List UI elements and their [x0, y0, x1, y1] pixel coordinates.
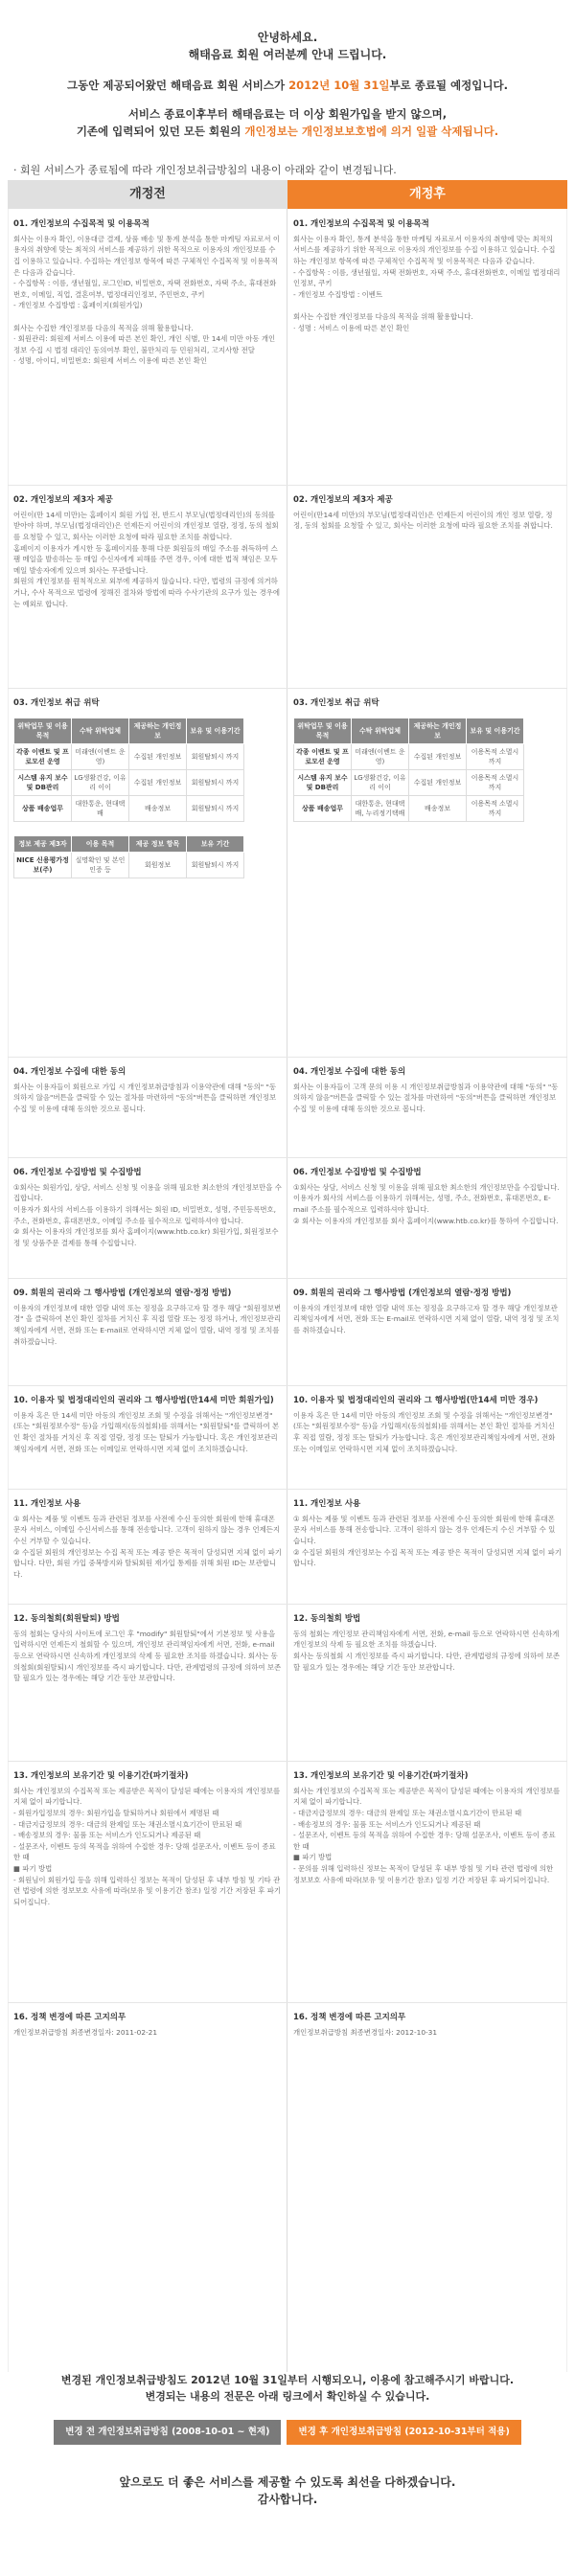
left-trust-cell: 수집된 개인정보	[129, 743, 187, 769]
right-section	[288, 1613, 567, 1673]
section-divider	[8, 688, 567, 689]
right-section-title: 13. 개인정보의 보유기간 및 이용기간(파기절차)	[293, 1771, 469, 1781]
left-trust-cell: 시스템 유지 보수 및 DB관리	[14, 769, 72, 795]
left-section-text: - 수집항목 : 이름, 생년월일, 로그인ID, 비밀번호, 자택 전화번호, 자택 주소, 휴대전화번호, 이메일, 직업, 결혼여부, 법정대리인정보, 주민번호, 쿠키	[13, 279, 277, 299]
left-section-text: 회사는 수집한 개인정보를 다음의 목적을 위해 활용합니다.	[13, 323, 194, 332]
left-trust-header-cell: 위탁업무 및 이용목적	[14, 718, 72, 743]
right-trust-cell: 대한통운, 현대택배, 누리정기택배	[352, 795, 409, 821]
left-section-text: - 설문조사, 이벤트 등의 목적을 위하여 수집한 경우: 당해 설문조사, 이벤트 등이 종료한 때	[13, 1841, 276, 1862]
prev-policy-button[interactable]: 변경 전 개인정보취급방침 (2008-10-01 ~ 현재)	[54, 2420, 281, 2445]
right-section-text: - 설문조사, 이벤트 등의 목적을 위하여 수집한 경우: 당해 설문조사, 이벤트 등이 종료한 때	[293, 1831, 556, 1851]
left-trust-cell: 회원탈퇴시 까지	[187, 743, 244, 769]
right-trust-row	[294, 795, 524, 821]
right-section	[288, 1770, 567, 1885]
left-section-text: 이용자 혹은 만 14세 미만 아동의 개인정보 조회 및 수정을 위해서는 "개인정보변경"(또는 "회원정보수정" 등)을 가입해지(동의철회)를 위해서는 "회원탈퇴"를 클릭하여 본인 확인 절차를 거치신 후 직접 열람, 정정 또는 탈퇴가 가능합니다. 혹은 개인정보관리책임자에게 서면, 전화 또는 이메일로 연락하시면 지체 없이 조치하겠습니다.	[13, 1410, 280, 1453]
section-divider	[8, 1057, 567, 1058]
left-section-text: 회사는 개인정보의 수집목적 또는 제공받은 목적이 달성된 때에는 이용자의 개인정보를 지체 없이 파기합니다.	[13, 1786, 281, 1807]
left-section-title: 02. 개인정보의 제3자 제공	[13, 495, 113, 505]
left-trust-row	[14, 743, 244, 769]
left-section-title: 12. 동의철회(회원탈퇴) 방법	[13, 1614, 120, 1624]
section-divider	[8, 1489, 567, 1490]
left-section-title: 03. 개인정보 취급 위탁	[13, 698, 100, 708]
left-trust-header-row	[14, 718, 244, 743]
left-trust-header-cell: 제공하는 개인정보	[129, 718, 187, 743]
left-section	[8, 2012, 288, 2038]
right-trust-row	[294, 769, 524, 795]
right-section-title: 02. 개인정보의 제3자 제공	[293, 495, 393, 505]
right-section	[288, 218, 567, 333]
right-trust-cell: 이용목적 소멸시까지	[467, 769, 524, 795]
right-section-text: - 대금지급정보의 경우: 대금의 완제일 또는 채권소멸시효기간이 만료된 때	[293, 1808, 522, 1817]
comparison-rows	[8, 209, 567, 2372]
right-section-title: 12. 동의철회 방법	[293, 1614, 361, 1624]
service-end-notice	[0, 77, 575, 94]
section-divider	[8, 485, 567, 486]
lead-text: · 회원 서비스가 종료됨에 따라 개인정보취급방침의 내용이 아래와 같이 변경됩니다.	[13, 164, 397, 176]
right-section-title: 06. 개인정보 수집방법 및 수집방법	[293, 1168, 422, 1177]
closing-line-1: 앞으로도 더 좋은 서비스를 제공할 수 있도록 최선을 다하겠습니다.	[119, 2475, 456, 2489]
notice-header	[0, 0, 575, 140]
left-section-text: - 개인정보 수집방법 : 홈페이지(회원가입)	[13, 301, 143, 310]
left-third-party-header-cell: 이용 목적	[72, 835, 129, 852]
left-section	[8, 1167, 288, 1248]
right-trust-cell: 각종 이벤트 및 프로모션 운영	[294, 743, 352, 769]
left-section-title: 01. 개인정보의 수집목적 및 이용목적	[13, 219, 150, 229]
left-third-party-cell: 회원정보	[129, 852, 187, 878]
right-section-text: 회사는 이용자 확인, 통계 분석을 통한 마케팅 자료로서 이용자의 취향에 맞는 최적의 서비스를 제공하기 위한 목적으로 이용자의 개인정보를 수집 이용하고 있습니다. 수집하는 개인정보 항목에 따른 구체적인 수집목적 및 이용목적은 다음과 같습니다.	[293, 234, 556, 265]
column-before: 개정전	[8, 180, 288, 209]
right-section-text: 개인정보취급방침 최종변경일자: 2012-10-31	[293, 2027, 438, 2037]
left-section-text: 개인정보취급방침 최종변경일자: 2011-02-21	[13, 2027, 158, 2037]
bottom-notice	[0, 2372, 575, 2508]
next-policy-button[interactable]: 변경 후 개인정보취급방침 (2012-10-31부터 적용)	[287, 2420, 520, 2445]
bottom-message-1: 변경된 개인정보취급방침도 2012년 10월 31일부터 시행되오니, 이용에 참고해주시기 바랍니다.	[60, 2374, 515, 2386]
right-section-title: 16. 정책 변경에 따른 고지의무	[293, 2013, 406, 2022]
right-section-text: ② 회사는 이용자의 개인정보를 회사 홈페이지(www.htb.co.kr)를 통하여 수집합니다.	[293, 1216, 559, 1225]
right-section	[288, 697, 567, 822]
left-third-party-cell: 회원탈퇴시 까지	[187, 852, 244, 878]
left-section-title: 11. 개인정보 사용	[13, 1499, 81, 1509]
left-section-text: - 회원님이 회원가입 등을 위해 입력하신 정보는 목적이 달성된 후 내부 방침 및 기타 관련 법령에 의한 정보보호 사유에 따라(보유 및 이용기간 참조) 일정 기간 저장된 후 파기되어집니다.	[13, 1875, 282, 1906]
left-section-text: 이용자의 개인정보에 대한 열람 내역 또는 정정을 요구하고자 할 경우 해당 "회원정보변경" 을 클릭하여 본인 확인 절차를 거치신 후 직접 열람 또는 정정 하거나, 개인정보관리책임자에게 서면, 전화 또는 E-mail로 연락하시면 지체 없이 열람, 내역 정정 및 조치를 취하겠습니다.	[13, 1303, 282, 1346]
right-section-text: - 문의를 위해 입력하신 정보는 목적이 달성된 후 내부 방침 및 기타 관련 법령에 의한 정보보호 사유에 따라(보유 및 이용기간 참조) 일정 기간 저장된 후 파기되어집니다.	[293, 1863, 554, 1884]
right-trust-cell: 수집된 개인정보	[409, 743, 467, 769]
left-section-text: ② 수집된 회원의 개인정보는 수집 목적 또는 제공 받은 목적이 달성되면 지체 없이 파기합니다. 다만, 회원 가입 중복방지와 탈퇴회원 재가입 통제를 위해 회원 ID는 보관합니다.	[13, 1547, 282, 1579]
right-section-text: 동의 철회는 개인정보 관리책임자에게 서면, 전화, e-mail 등으로 연락하시면 신속하게 개인정보의 삭제 등 필요한 조치를 하겠습니다.	[293, 1629, 560, 1650]
left-trust-row	[14, 769, 244, 795]
left-section	[8, 1498, 288, 1580]
right-section	[288, 494, 567, 532]
left-trust-cell: 대한통운, 현대택배	[72, 795, 129, 821]
left-section	[8, 1770, 288, 1907]
left-trust-header-cell: 수탁 위탁업체	[72, 718, 129, 743]
right-trust-cell: 수집된 개인정보	[409, 769, 467, 795]
warning-line-2	[0, 123, 575, 140]
left-section-text: ①회사는 회원가입, 상담, 서비스 신청 및 이용을 위해 필요한 최소한의 개인정보만을 수집합니다.	[13, 1182, 282, 1203]
right-trust-cell: 배송정보	[409, 795, 467, 821]
left-section-title: 16. 정책 변경에 따른 고지의무	[13, 2013, 126, 2022]
left-section-title: 13. 개인정보의 보유기간 및 이용기간(파기절차)	[13, 1771, 189, 1781]
left-trust-cell: 배송정보	[129, 795, 187, 821]
right-trust-table	[293, 718, 524, 822]
right-section-title: 04. 개인정보 수집에 대한 동의	[293, 1067, 406, 1077]
left-section	[8, 697, 288, 878]
right-section-text: 이용자 혹은 만 14세 미만 아동의 개인정보 조회 및 수정을 위해서는 "개인정보변경"(또는 "회원정보수정" 등)을 가입해지(동의철회)를 위해서는 본인 확인 절차를 거치신 후 직접 열람, 정정 또는 탈퇴가 가능합니다. 혹은 개인정보관리책임자에게 서면, 전화 또는 이메일로 연락하시면 지체 없이 조치하겠습니다.	[293, 1410, 556, 1453]
right-trust-header-cell: 위탁업무 및 이용목적	[294, 718, 352, 743]
left-third-party-cell: NICE 신용평가정보(주)	[14, 852, 72, 878]
left-section	[8, 218, 288, 367]
left-section	[8, 494, 288, 609]
right-section-title: 10. 이용자 및 법정대리인의 권리와 그 행사방법(만14세 미만 경우)	[293, 1396, 539, 1405]
closing-line-2: 감사합니다.	[257, 2493, 318, 2506]
left-section-text: 홈페이지 이용자가 게시한 등 홈페이지를 통해 다룬 회원들의 매일 주소를 취득하여 스팸 메일을 발송하는 등 매일 수신자에게 피해를 주면 경우, 이에 대한 법적 책임은 모두 메일 발송자에게 있으며 회사는 무관합니다.	[13, 543, 278, 575]
left-section-text: 동의 철회는 당사의 사이트에 로그인 후 "modify" 회원탈퇴"에서 기본정보 및 사용을 입력하시면 언제든지 철회할 수 있으며, 개인정보 관리책임자에게 서면, 전화, e-mail 등으로 연락하시면 신속하게 개인정보의 삭제 등 필요한 조치를 하겠습니다. 회사는 동의철회(회원탈퇴)시 개인정보를 즉시 파기합니다. 다만, 관계법령의 규정에 의하여 보존할 필요가 있는 경우에는 해당 기간 동안 보관합니다.	[13, 1629, 282, 1683]
left-section-text	[13, 311, 282, 323]
section-divider	[8, 2002, 567, 2003]
left-third-party-header-cell: 보유 기간	[187, 835, 244, 852]
left-third-party-cell: 실명확인 및 본인인증 등	[72, 852, 129, 878]
right-section-text: ①회사는 상담, 서비스 신청 및 이용을 위해 필요한 최소한의 개인정보만을 수집합니다.	[293, 1182, 560, 1192]
section-divider	[8, 1157, 567, 1158]
right-section	[288, 1066, 567, 1115]
right-section-text: 회사는 이용자들이 고객 문의 이용 시 개인정보취급방침과 이용약관에 대해 "동의" "동의하지 않음"버튼을 클릭할 수 있는 절차를 마련하여 "동의"버튼을 클릭하면 개인정보 수집 및 이용에 대해 동의한 것으로 봅니다.	[293, 1082, 559, 1113]
right-section-text: 이용자의 개인정보에 대한 열람 내역 또는 정정을 요구하고자 할 경우 해당 개인정보관리책임자에게 서면, 전화 또는 E-mail로 연락하시면 지체 없이 열람, 내역 정정 및 조치를 취하겠습니다.	[293, 1303, 560, 1334]
left-section-text: · 성명, 아이디, 비밀번호: 회원제 서비스 이용에 따른 본인 확인	[13, 356, 208, 366]
left-trust-cell: 미래엔(이벤트 운영)	[72, 743, 129, 769]
right-section-text: 이용자가 회사의 서비스를 이용하기 위해서는, 성명, 주소, 전화번호, 휴대폰번호, E-mail 주소를 필수적으로 입력하셔야 합니다.	[293, 1194, 551, 1214]
left-third-party-header-cell: 제공 정보 항목	[129, 835, 187, 852]
left-section-text: 회사는 이용자 확인, 이용대금 결제, 상품 배송 및 통계 분석을 통한 마케팅 자료로서 이용자의 취향에 맞는 최적의 서비스를 제공하기 위한 목적으로 이용자의 개인정보를 수집 이용하고 있습니다. 수집하는 개인정보 항목에 따른 구체적인 수집목적 및 이용목적은 다음과 같습니다.	[13, 234, 280, 277]
right-section-text: - 수집항목 : 이름, 생년월일, 자택 전화번호, 자택 주소, 휴대전화번호, 이메일 법정대리인정보, 쿠키	[293, 267, 561, 288]
right-section-text: 회사는 동의철회 시 개인정보를 즉시 파기합니다. 다만, 관계법령의 규정에 의하여 보존할 필요가 있는 경우에는 해당 기간 동안 보관합니다.	[293, 1651, 561, 1672]
right-section-text: 회사는 수집한 개인정보를 다음의 목적을 위해 활용합니다.	[293, 311, 473, 321]
left-section-title: 10. 이용자 및 법정대리인의 권리와 그 행사방법(만14세 미만 회원가입)	[13, 1396, 274, 1405]
right-section	[288, 1288, 567, 1336]
left-trust-table	[13, 718, 244, 822]
right-section-title: 11. 개인정보 사용	[293, 1499, 361, 1509]
left-section	[8, 1613, 288, 1684]
left-trust-cell: 수집된 개인정보	[129, 769, 187, 795]
right-section	[288, 2012, 567, 2038]
right-section	[288, 1498, 567, 1569]
right-trust-header-row	[294, 718, 524, 743]
left-section-title: 04. 개인정보 수집에 대한 동의	[13, 1067, 126, 1077]
right-trust-cell: 이용목적 소멸시까지	[467, 743, 524, 769]
right-section-text: 어린이(만14세 미만)의 부모님(법정대리인)은 언제든지 어린이의 개인 정보 열람, 정정, 동의 철회를 요청할 수 있고, 회사는 이러한 요청에 따라 필요한 조치를 취합니다.	[293, 510, 553, 531]
left-section-text: 회원의 개인정보를 원칙적으로 외부에 제공하지 않습니다. 다만, 법령의 규정에 의거하거나, 수사 목적으로 법령에 정해진 절차와 방법에 따라 수사기관의 요구가 있는 경우에는 예외로 합니다.	[13, 577, 281, 608]
right-trust-cell: LG생활건강, 이유리 이이	[352, 769, 409, 795]
closing-message	[0, 2473, 575, 2508]
left-section-text: ① 회사는 제품 및 이벤트 등과 관련된 정보를 사전에 수신 동의한 회원에 한해 휴대폰 문자 서비스, 이메일 수신서비스를 통해 전송합니다. 고객이 원하지 않는 경우 언제든지 수신 거부할 수 있습니다.	[13, 1514, 281, 1545]
warning-highlight: 개인정보는 개인정보보호법에 의거 일괄 삭제됩니다.	[244, 125, 499, 138]
left-section-text: - 배송정보의 경우: 물품 또는 서비스가 인도되거나 제공된 때	[13, 1831, 201, 1840]
right-trust-cell: 시스템 유지 보수 및 DB관리	[294, 769, 352, 795]
left-section-title: 09. 회원의 권리와 그 행사방법 (개인정보의 열람·정정 방법)	[13, 1288, 232, 1298]
left-section-text: 어린이(만 14세 미만)는 홈페이지 회원 가입 전, 반드시 부모님(법정대리인)의 동의를 받아야 하며, 부모님(법정대리인)은 언제든지 어린이의 개인정보 열람, 정정, 동의 철회를 요청할 수 있고, 회사는 이러한 요청에 따라 필요한 조치를 취합니다.	[13, 510, 279, 541]
left-third-party-header-cell: 정보 제공 제3자	[14, 835, 72, 852]
right-section-text: 회사는 개인정보의 수집목적 또는 제공받은 목적이 달성된 때에는 이용자의 개인정보를 지체 없이 파기합니다.	[293, 1786, 561, 1807]
left-section-text: · 회원관리: 회원제 서비스 이용에 따른 본인 확인, 개인 식별, 만 14세 미만 아동 개인정보 수집 시 법정 대리인 동의여부 확인, 불만처리 등 민원처리, 고지사항 전달	[13, 334, 276, 354]
left-trust-cell: LG생활건강, 이유리 이이	[72, 769, 129, 795]
right-trust-cell: 이용목적 소멸시까지	[467, 795, 524, 821]
left-section-text: 이용자가 회사의 서비스를 이용하기 위해서는 회원 ID, 비밀번호, 성명, 주민등록번호, 주소, 전화번호, 휴대폰번호, 이메일 주소를 필수적으로 입력하셔야 합니다.	[13, 1204, 277, 1225]
right-trust-header-cell: 제공하는 개인정보	[409, 718, 467, 743]
notice-post: 부로 종료될 예정입니다.	[389, 79, 508, 92]
section-divider	[8, 1278, 567, 1279]
column-after: 개정후	[288, 180, 567, 209]
section-divider	[8, 1385, 567, 1386]
notice-date: 2012년 10월 31일	[288, 79, 390, 92]
column-headers	[8, 180, 567, 209]
left-section-text: ② 회사는 이용자의 개인정보를 회사 홈페이지(www.htb.co.kr) 회원가입, 회원정보수정 및 상품주문 결제를 통해 수집합니다.	[13, 1227, 279, 1247]
deletion-warning	[0, 105, 575, 140]
left-section-title: 06. 개인정보 수집방법 및 수집방법	[13, 1168, 142, 1177]
right-section-text: ① 회사는 제품 및 이벤트 등과 관련된 정보를 사전에 수신 동의한 회원에 한해 휴대폰 문자 서비스를 통해 전송합니다. 고객이 원하지 않는 경우 언제든지 수신 거부할 수 있습니다.	[293, 1514, 556, 1545]
right-section-text	[293, 300, 562, 311]
bottom-message-2: 변경되는 내용의 전문은 아래 링크에서 확인하실 수 있습니다.	[145, 2390, 430, 2403]
left-third-party-header-row	[14, 835, 244, 852]
policy-buttons	[0, 2420, 575, 2445]
left-third-party-table	[13, 835, 244, 878]
right-section-text: ■ 파기 방법	[293, 1853, 333, 1862]
comparison-table	[8, 180, 567, 2372]
warning-pre: 기존에 입력되어 있던 모든 회원의	[76, 125, 245, 138]
right-trust-header-cell: 수탁 위탁업체	[352, 718, 409, 743]
left-trust-cell: 회원탈퇴시 까지	[187, 795, 244, 821]
right-trust-cell: 미래엔(이벤트 운영)	[352, 743, 409, 769]
left-section-text: 회사는 이용자들이 회원으로 가입 시 개인정보취급방침과 이용약관에 대해 "동의" "동의하지 않음"버튼을 클릭할 수 있는 절차를 마련하여 "동의"버튼을 클릭하면 개인정보 수집 및 이용에 대해 동의한 것으로 봅니다.	[13, 1082, 277, 1113]
left-trust-cell: 각종 이벤트 및 프로모션 운영	[14, 743, 72, 769]
greeting-sub: 해태음료 회원 여러분께 안내 드립니다.	[188, 48, 387, 61]
right-trust-row	[294, 743, 524, 769]
left-third-party-row	[14, 852, 244, 878]
left-trust-cell: 회원탈퇴시 까지	[187, 769, 244, 795]
right-trust-header-cell: 보유 및 이용기간	[467, 718, 524, 743]
notice-pre: 그동안 제공되어왔던 해태음료 회원 서비스가	[67, 79, 289, 92]
left-section	[8, 1288, 288, 1347]
left-trust-cell: 상품 배송업무	[14, 795, 72, 821]
greeting: 안녕하세요.	[257, 31, 318, 44]
section-divider	[8, 1604, 567, 1605]
right-trust-cell: 상품 배송업무	[294, 795, 352, 821]
right-section	[288, 1167, 567, 1226]
right-section-title: 03. 개인정보 취급 위탁	[293, 698, 380, 708]
right-section	[288, 1395, 567, 1454]
right-section-text: · 성명 : 서비스 이용에 따른 본인 확인	[293, 323, 410, 332]
left-section	[8, 1066, 288, 1115]
left-section	[8, 1395, 288, 1454]
left-section-text: ■ 파기 방법	[13, 1863, 53, 1873]
right-section-title: 09. 회원의 권리와 그 행사방법 (개인정보의 열람·정정 방법)	[293, 1288, 512, 1298]
right-section-text: ② 수집된 회원의 개인정보는 수집 목적 또는 제공 받은 목적이 달성되면 지체 없이 파기합니다.	[293, 1547, 562, 1568]
left-trust-row	[14, 795, 244, 821]
left-section-text: - 대금지급정보의 경우: 대금의 완제일 또는 채권소멸시효기간이 만료된 때	[13, 1819, 242, 1829]
left-trust-header-cell: 보유 및 이용기간	[187, 718, 244, 743]
left-section-text: - 회원가입정보의 경우: 회원가입을 탈퇴하거나 회원에서 제명된 때	[13, 1808, 219, 1817]
right-section-text: - 개인정보 수집방법 : 이벤트	[293, 289, 383, 299]
section-divider	[8, 1761, 567, 1762]
warning-line-1: 서비스 종료이후부터 해태음료는 더 이상 회원가입을 받지 않으며,	[127, 107, 448, 121]
right-section-text: - 배송정보의 경우: 물품 또는 서비스가 인도되거나 제공된 때	[293, 1819, 481, 1829]
right-section-title: 01. 개인정보의 수집목적 및 이용목적	[293, 219, 429, 229]
